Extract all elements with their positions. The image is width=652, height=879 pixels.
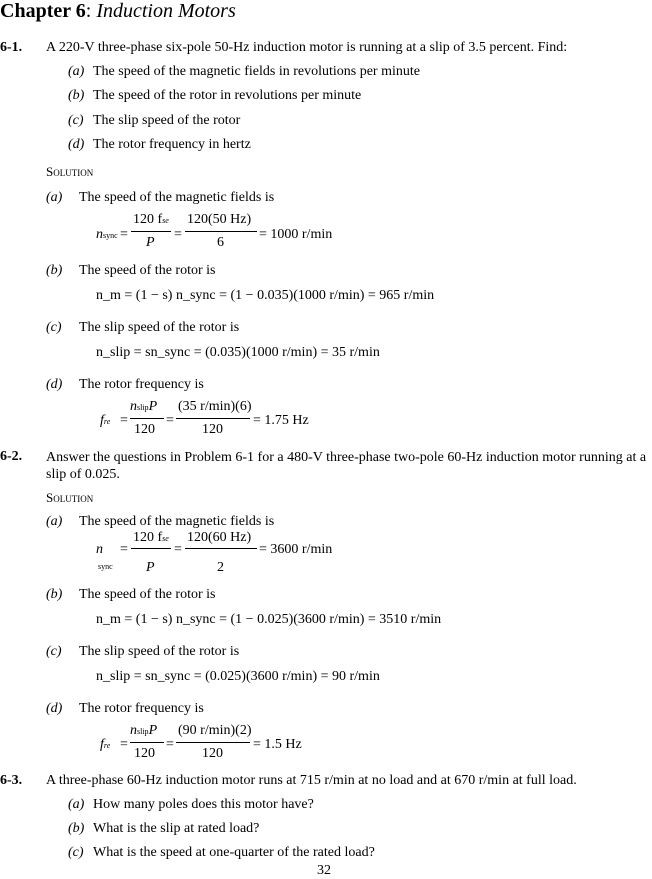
eq-subscript: se [162, 216, 169, 225]
step-label: (a) [46, 514, 63, 529]
problem-question: A 220-V three-phase six-pole 50-Hz induction motor is running at a slip of 3.5 percent. Find: [46, 40, 568, 55]
eq-subscript: slip [137, 727, 149, 736]
part-text: The rotor frequency in hertz [93, 137, 251, 152]
step-text: The speed of the magnetic fields is [79, 190, 275, 205]
problem-number: 6-1. [0, 40, 23, 55]
part-label: (a) [68, 797, 85, 812]
eq-denominator: 120 [134, 746, 155, 761]
chapter-title: Induction Motors [96, 0, 236, 22]
part-label: (c) [68, 845, 84, 860]
eq-subscript: sync [98, 562, 113, 571]
step-label: (a) [46, 190, 63, 205]
eq-symbol: n [96, 542, 103, 557]
eq-denominator: P [146, 235, 155, 250]
eq-result: = 1.5 Hz [253, 737, 302, 752]
problem-question: Answer the questions in Problem 6-1 for a 480-V three-phase two-pole 60-Hz induction motor running at a slip of 0.025. [46, 450, 647, 482]
eq-subscript: sync [103, 231, 118, 240]
part-text: What is the speed at one-quarter of the rated load? [93, 845, 375, 860]
eq-numerator: 120 f [133, 530, 163, 545]
solution-heading: Solution [46, 164, 94, 179]
step-label: (c) [46, 320, 62, 335]
eq-numerator: 120 f [133, 212, 163, 227]
eq-numerator: (90 r/min)(2) [178, 723, 252, 738]
part-text: The speed of the magnetic fields in revolutions per minute [93, 64, 420, 79]
equation-rotor-speed: n_m = (1 − s) n_sync = (1 − 0.025)(3600 r/min) = 3510 r/min [96, 612, 442, 627]
step-text: The slip speed of the rotor is [79, 644, 240, 659]
eq-numerator-tail: P [148, 723, 158, 738]
problem-number: 6-2. [0, 449, 23, 464]
part-label: (c) [68, 113, 84, 128]
eq-result: = 3600 r/min [259, 542, 333, 557]
eq-symbol: f [100, 737, 104, 752]
eq-result: = 1000 r/min [259, 227, 333, 242]
step-label: (d) [46, 701, 63, 716]
eq-denominator: 120 [134, 422, 155, 437]
eq-numerator: 120(60 Hz) [187, 530, 252, 545]
step-text: The rotor frequency is [79, 701, 204, 716]
step-label: (d) [46, 377, 63, 392]
eq-numerator: n [130, 723, 137, 738]
chapter-colon: : [85, 0, 92, 22]
step-text: The speed of the magnetic fields is [79, 514, 275, 529]
eq-denominator: 6 [217, 235, 224, 250]
eq-numerator: (35 r/min)(6) [178, 399, 252, 414]
equation-slip-speed: n_slip = sn_sync = (0.025)(3600 r/min) = 90 r/min [96, 669, 380, 684]
part-text: The slip speed of the rotor [93, 113, 241, 128]
eq-numerator: 120(50 Hz) [187, 212, 252, 227]
chapter-heading [0, 0, 236, 22]
problem-number: 6-3. [0, 773, 23, 788]
part-label: (b) [68, 88, 85, 103]
eq-symbol: n [96, 227, 103, 242]
solution-heading: Solution [46, 490, 94, 505]
part-label: (a) [68, 64, 85, 79]
chapter-label: Chapter 6 [0, 0, 86, 22]
eq-subscript: se [162, 534, 169, 543]
eq-subscript: slip [137, 403, 149, 412]
step-text: The speed of the rotor is [79, 263, 216, 278]
eq-numerator-tail: P [148, 399, 158, 414]
step-label: (c) [46, 644, 62, 659]
eq-denominator: 120 [202, 422, 223, 437]
problem-question: A three-phase 60-Hz induction motor runs at 715 r/min at no load and at 670 r/min at full load. [46, 773, 577, 788]
equation-slip-speed: n_slip = sn_sync = (0.035)(1000 r/min) = 35 r/min [96, 345, 380, 360]
part-text: The speed of the rotor in revolutions per minute [93, 88, 362, 103]
part-label: (b) [68, 821, 85, 836]
eq-symbol: f [100, 413, 104, 428]
equation-rotor-speed: n_m = (1 − s) n_sync = (1 − 0.035)(1000 r/min) = 965 r/min [96, 288, 435, 303]
eq-denominator: P [146, 560, 155, 575]
eq-subscript: re [103, 741, 111, 750]
step-text: The slip speed of the rotor is [79, 320, 240, 335]
step-label: (b) [46, 587, 63, 602]
step-label: (b) [46, 263, 63, 278]
eq-denominator: 120 [202, 746, 223, 761]
eq-subscript: re [103, 417, 111, 426]
eq-numerator: n [130, 399, 137, 414]
part-label: (d) [68, 137, 85, 152]
eq-denominator: 2 [217, 560, 224, 575]
eq-result: = 1.75 Hz [253, 413, 309, 428]
step-text: The rotor frequency is [79, 377, 204, 392]
part-text: What is the slip at rated load? [93, 821, 260, 836]
page-number: 32 [317, 863, 331, 878]
step-text: The speed of the rotor is [79, 587, 216, 602]
part-text: How many poles does this motor have? [93, 797, 314, 812]
